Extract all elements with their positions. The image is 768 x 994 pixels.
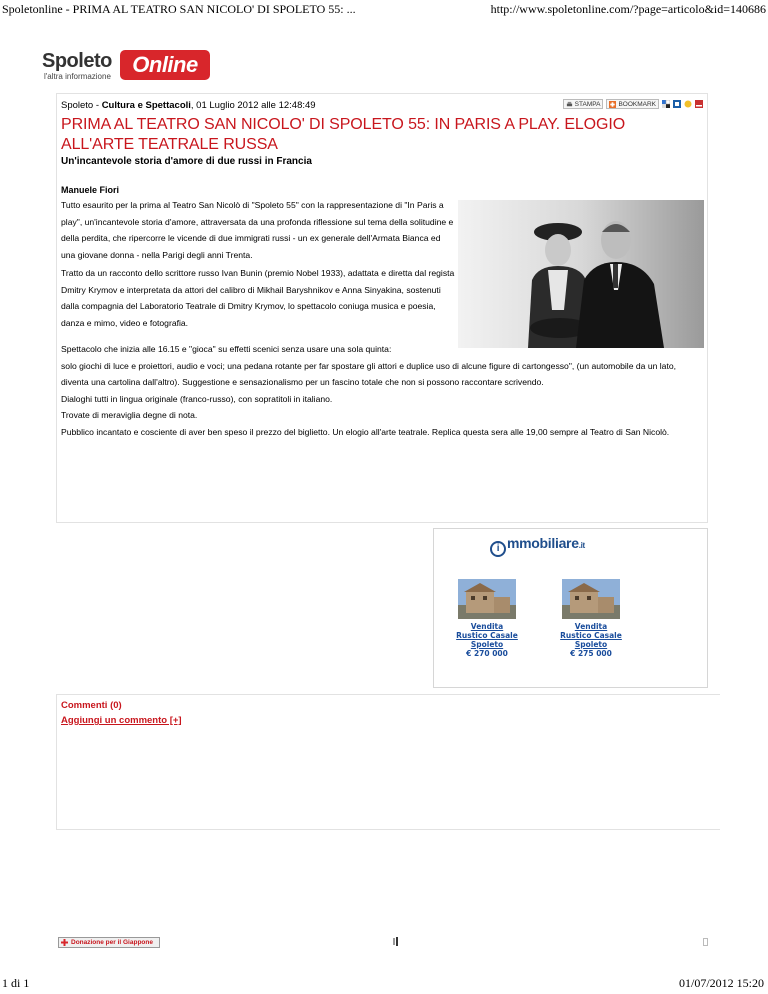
print-header (0, 0, 768, 20)
ad-listing[interactable] (554, 579, 628, 658)
article-paragraph-3 (61, 341, 701, 440)
print-header-title: Spoletonline - PRIMA AL TEATRO SAN NICOLO' DI SPOLETO 55: ... (2, 2, 356, 16)
listing-type[interactable]: Vendita (574, 622, 608, 631)
article-date: , 01 Luglio 2012 alle 12:48:49 (190, 100, 316, 111)
article-title: PRIMA AL TEATRO SAN NICOLO' DI SPOLETO 55: IN PARIS A PLAY. ELOGIO ALL'ARTE TEATRALE RUSSA (61, 116, 626, 153)
logo-spoleto-text: Spoleto (42, 50, 112, 72)
listing-price: € 275 000 (570, 649, 612, 658)
house-thumbnail[interactable] (458, 579, 516, 619)
paragraph-3-line: solo giochi di luce e proiettori, audio e voci; una pedana rotante per far spostare gli attori e duplice uso di alcune figure di cartongesso", (un automobile da un lato, diventa una cartolina dall'altro). Suggestione e sensazionalismo per un fascino totale che non si possono raccontare scrivendo. (61, 360, 677, 387)
listing-desc[interactable]: Rustico Casale (560, 631, 622, 640)
ad-listing-text[interactable] (554, 622, 628, 658)
donate-banner[interactable] (58, 937, 160, 948)
print-label: STAMPA (574, 100, 601, 108)
page-count: 1 di 1 (2, 976, 30, 990)
listing-type[interactable]: Vendita (470, 622, 504, 631)
listing-desc[interactable]: Rustico Casale (456, 631, 518, 640)
logo-brand-suffix: .it (578, 541, 585, 550)
pause-icon (393, 937, 399, 946)
logo-i-letter: i (490, 541, 506, 557)
meta-separator: - (93, 100, 102, 111)
share-icon[interactable] (684, 100, 692, 108)
listing-price: € 270 000 (466, 649, 508, 658)
print-header-url: http://www.spoletonline.com/?page=articolo&id=140686 (490, 2, 766, 16)
printer-icon (566, 101, 573, 108)
paragraph-3-line: Spettacolo che inizia alle 16.15 e "gioca" su effetti scenici senza usare una sola quinta: (61, 344, 392, 354)
listing-city[interactable]: Spoleto (470, 640, 504, 649)
print-datetime: 01/07/2012 15:20 (678, 976, 764, 990)
paragraph-3-line: Dialoghi tutti in lingua originale (franco-russo), con sopratitoli in italiano. (61, 393, 333, 404)
article-subtitle: Un'incantevole storia d'amore di due russi in Francia (61, 156, 312, 167)
article-toolbar (563, 98, 703, 110)
ad-listing[interactable] (450, 579, 524, 658)
listing-city[interactable]: Spoleto (574, 640, 608, 649)
immobiliare-logo[interactable] (490, 535, 620, 555)
print-button[interactable] (563, 99, 604, 109)
article-paragraph-1: Tutto esaurito per la prima al Teatro San Nicolò di "Spoleto 55" con la rappresentazione di "In Paris a play", un'incantevole storia d'amore, attraversata da una profonda riflessione sul tema della solitudine e della perdita, che ripercorre le vicende di due immigrati russi - un ex generale dell'Armata Bianca ed una giovane donna - nella Parigi degli anni Trenta. (61, 200, 454, 260)
house-thumbnail[interactable] (562, 579, 620, 619)
more-icon[interactable] (695, 100, 703, 108)
comments-section (56, 694, 720, 830)
article-container (56, 93, 708, 523)
article-meta (61, 100, 316, 111)
comments-title: Commenti (0) (61, 700, 122, 711)
real-estate-ad[interactable] (433, 528, 708, 688)
logo-tagline: l'altra informazione (44, 72, 111, 81)
delicious-icon[interactable] (662, 100, 670, 108)
site-logo[interactable] (42, 50, 212, 86)
plus-icon (609, 101, 616, 108)
add-comment-link[interactable]: Aggiungi un commento [+] (61, 715, 182, 726)
article-photo (458, 200, 704, 348)
bookmark-label: BOOKMARK (618, 100, 656, 108)
placeholder-icon (703, 938, 708, 946)
article-author: Manuele Fiori (61, 185, 120, 195)
paragraph-3-line: Trovate di meraviglia degne di nota. (61, 410, 198, 420)
article-paragraph-2: Tratto da un racconto dello scrittore russo Ivan Bunin (premio Nobel 1933), adattata e diretta dal regista Dmitry Krymov e interpretata da attori del calibro di Mikhail Baryshnikov e Anna Sinyakina, sostenuti dalla compagnia del Laboratorio Teatrale di Dmitry Krymov, lo spettacolo coniuga musica e poesia, danza e mimo, video e fotografia. (61, 268, 455, 328)
ad-listing-text[interactable] (450, 622, 524, 658)
logo-online-badge: Online (120, 50, 210, 80)
print-footer (0, 974, 768, 994)
bookmark-button[interactable] (606, 99, 659, 109)
logo-brand-text: mmobiliare (507, 535, 579, 551)
paragraph-3-line: Pubblico incantato e cosciente di aver ben speso il prezzo del biglietto. Un elogio all'arte teatrale. Replica questa sera alle 19,00 sempre al Teatro di San Nicolò. (61, 426, 670, 437)
article-section: Cultura e Spettacoli (101, 100, 191, 111)
digg-icon[interactable] (673, 100, 681, 108)
donate-label: Donazione per il Giappone (71, 939, 153, 946)
red-cross-icon (61, 939, 68, 946)
article-city: Spoleto (61, 100, 94, 111)
